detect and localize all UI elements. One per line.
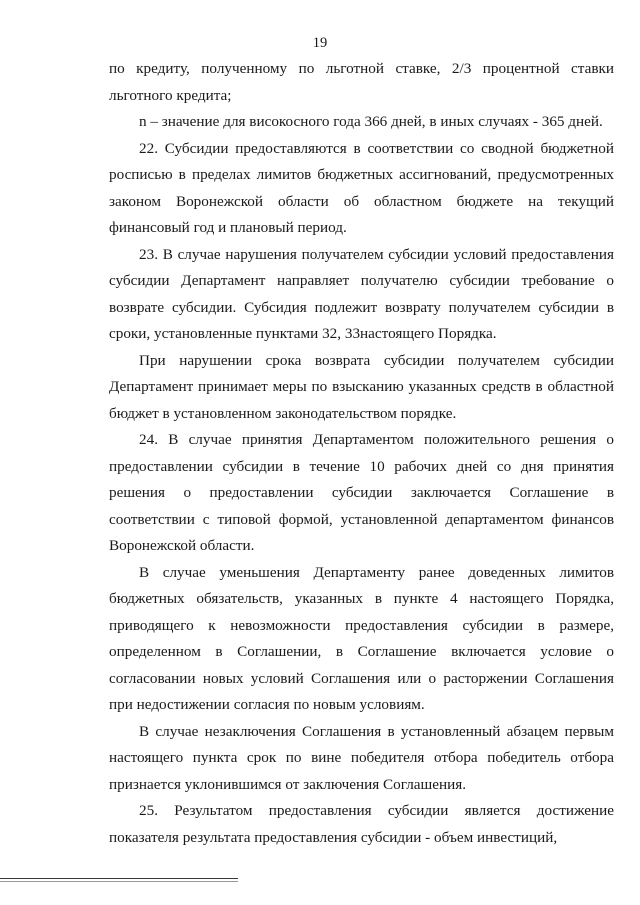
paragraph-n-definition: n – значение для високосного года 366 дней, в иных случаях - 365 дней. <box>139 113 603 130</box>
paragraph-clause-23: 23. В случае нарушения получателем субсидии условий предоставления субсидии Департамент направляет получателю субсидии требование о возврате субсидии. Субсидия подлежит возврату получателем субсидии в сроки, установленные пунктами 32, 33настоящего Порядка. <box>109 245 614 342</box>
paragraph-clause-24-nonconclusion: В случае незаключения Соглашения в установленный абзацем первым настоящего пункта срок по вине победителя отбора победитель отбора признается уклонившимся от заключения Соглашения. <box>109 722 614 793</box>
paragraph-clause-25: 25. Результатом предоставления субсидии является достижение показателя результата предоставления субсидии - объем инвестиций, <box>109 802 614 846</box>
footnote-separator <box>0 878 238 879</box>
document-body <box>109 56 614 851</box>
paragraph-clause-22: 22. Субсидии предоставляются в соответствии со сводной бюджетной росписью в пределах лимитов бюджетных ассигнований, предусмотренных законом Воронежской области об областном бюджете на текущий финансовый год и плановый период. <box>109 139 614 236</box>
footnote-separator-shadow <box>0 881 238 882</box>
page-number: 19 <box>312 35 328 51</box>
paragraph-clause-23-overdue: При нарушении срока возврата субсидии получателем субсидии Департамент принимает меры по взысканию указанных средств в областной бюджет в установленном законодательством порядке. <box>109 351 614 422</box>
paragraph-clause-24-limits: В случае уменьшения Департаменту ранее доведенных лимитов бюджетных обязательств, указанных в пункте 4 настоящего Порядка, приводящего к невозможности предоставления субсидии в размере, определенном в Соглашении, в Соглашение включается условие о согласовании новых условий Соглашения или о расторжении Соглашения при недостижении согласия по новым условиям. <box>109 563 614 713</box>
paragraph-clause-24: 24. В случае принятия Департаментом положительного решения о предоставлении субсидии в течение 10 рабочих дней со дня принятия решения о предоставлении субсидии заключается Соглашение в соответствии с типовой формой, установленной департаментом финансов Воронежской области. <box>109 431 614 554</box>
paragraph-continuation: по кредиту, полученному по льготной ставке, 2/3 процентной ставки льготного кредита; <box>109 60 614 104</box>
